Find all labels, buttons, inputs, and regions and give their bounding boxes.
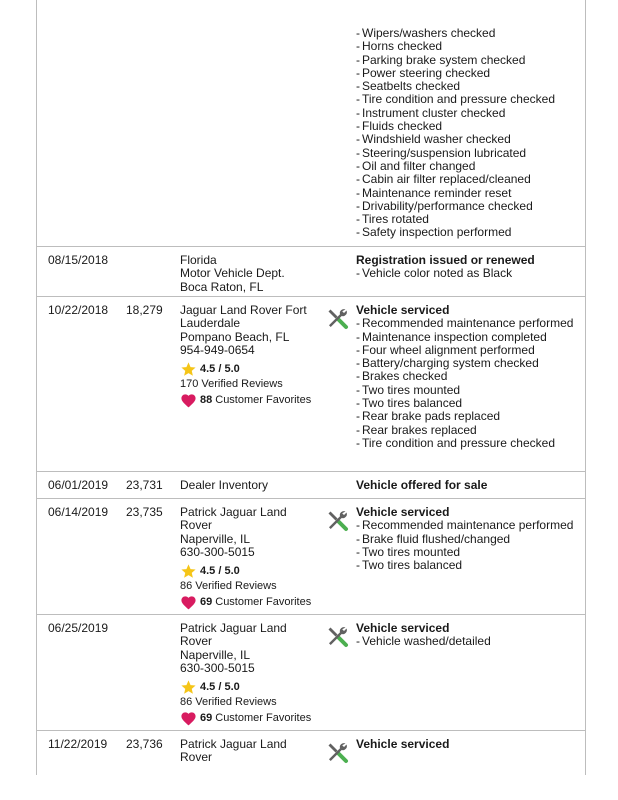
- heart-icon: [180, 392, 197, 408]
- record-date: 10/22/2018: [48, 303, 109, 317]
- rating-value: 4.5 / 5.0: [200, 680, 240, 693]
- favorites-count: 88: [200, 393, 213, 406]
- list-item: - Vehicle color noted as Black: [356, 267, 581, 280]
- record-date: 06/25/2019: [48, 621, 109, 635]
- source-line: Boca Raton, FL: [180, 279, 264, 294]
- list-item: - Two tires balanced: [356, 559, 581, 572]
- list-item: - Instrument cluster checked: [356, 107, 581, 120]
- table-row: [37, 498, 585, 615]
- list-item: - Brake fluid flushed/changed: [356, 533, 581, 546]
- record-title: Registration issued or renewed: [356, 253, 535, 267]
- star-icon: [180, 679, 197, 696]
- source-line: Dealer Inventory: [180, 478, 269, 492]
- source-phone: 954-949-0654: [180, 342, 255, 357]
- record-title: Vehicle offered for sale: [356, 478, 488, 492]
- record-date: 06/14/2019: [48, 505, 109, 519]
- prev-record-items: [356, 27, 581, 240]
- customer-favorites: [180, 594, 320, 610]
- list-item: - Rear brakes replaced: [356, 424, 581, 437]
- verified-reviews-link[interactable]: 170 Verified Reviews: [180, 378, 283, 391]
- prev-record-details: [356, 27, 581, 240]
- list-item: - Wipers/washers checked: [356, 27, 581, 40]
- list-item: - Safety inspection performed: [356, 226, 581, 239]
- record-source: [180, 304, 320, 408]
- source-line: Florida: [180, 253, 217, 267]
- record-mileage: 23,731: [126, 478, 163, 492]
- verified-reviews-link[interactable]: 86 Verified Reviews: [180, 580, 277, 593]
- customer-favorites: [180, 392, 320, 408]
- list-item: - Windshield washer checked: [356, 133, 581, 146]
- history-table: [36, 0, 586, 775]
- list-item: - Battery/charging system checked: [356, 357, 581, 370]
- record-details: [356, 254, 581, 281]
- record-mileage: 23,736: [126, 737, 163, 751]
- service-wrench-icon: [325, 740, 349, 764]
- source-name-link[interactable]: Patrick Jaguar Land Rover: [180, 621, 287, 649]
- list-item: - Drivability/performance checked: [356, 200, 581, 213]
- verified-reviews-link[interactable]: 86 Verified Reviews: [180, 696, 277, 709]
- list-item: - Parking brake system checked: [356, 54, 581, 67]
- favorites-label: Customer Favorites: [215, 711, 312, 724]
- record-title: Vehicle serviced: [356, 505, 450, 519]
- source-line: Naperville, IL: [180, 647, 251, 662]
- heart-icon: [180, 594, 197, 610]
- list-item: - Two tires mounted: [356, 546, 581, 559]
- record-details: [356, 738, 581, 751]
- favorites-count: 69: [200, 595, 213, 608]
- star-icon: [180, 361, 197, 378]
- record-details: [356, 622, 581, 649]
- source-name-link[interactable]: Jaguar Land Rover Fort Lauderdale: [180, 303, 307, 331]
- record-date: 11/22/2019: [48, 737, 108, 751]
- list-item: - Power steering checked: [356, 67, 581, 80]
- table-row: [37, 730, 585, 776]
- list-item: - Tire condition and pressure checked: [356, 437, 581, 450]
- record-source: [180, 738, 320, 765]
- record-title: Vehicle serviced: [356, 737, 450, 751]
- table-row: [37, 471, 585, 499]
- list-item: - Maintenance reminder reset: [356, 187, 581, 200]
- source-phone: 630-300-5015: [180, 544, 255, 559]
- list-item: - Tires rotated: [356, 213, 581, 226]
- source-phone: 630-300-5015: [180, 660, 255, 675]
- record-source: [180, 479, 320, 492]
- list-item: - Seatbelts checked: [356, 80, 581, 93]
- rating-value: 4.5 / 5.0: [200, 564, 240, 577]
- rating: [180, 679, 320, 695]
- list-item: - Steering/suspension lubricated: [356, 147, 581, 160]
- table-row: [37, 296, 585, 472]
- list-item: - Maintenance inspection completed: [356, 331, 581, 344]
- heart-icon: [180, 710, 197, 726]
- rating-value: 4.5 / 5.0: [200, 362, 240, 375]
- source-line: Motor Vehicle Dept.: [180, 266, 285, 281]
- list-item: - Vehicle washed/detailed: [356, 635, 581, 648]
- source-name-link[interactable]: Patrick Jaguar Land Rover: [180, 505, 287, 533]
- rating: [180, 361, 320, 377]
- record-mileage: 18,279: [126, 303, 163, 317]
- list-item: - Two tires mounted: [356, 384, 581, 397]
- record-details: [356, 304, 581, 450]
- source-line: Pompano Beach, FL: [180, 329, 290, 344]
- list-item: - Rear brake pads replaced: [356, 410, 581, 423]
- list-item: - Cabin air filter replaced/cleaned: [356, 173, 581, 186]
- list-item: - Tire condition and pressure checked: [356, 93, 581, 106]
- record-title: Vehicle serviced: [356, 303, 450, 317]
- source-line: Naperville, IL: [180, 531, 251, 546]
- record-source: [180, 254, 320, 294]
- table-row: [37, 246, 585, 297]
- list-item: - Horns checked: [356, 40, 581, 53]
- list-item: - Two tires balanced: [356, 397, 581, 410]
- favorites-label: Customer Favorites: [215, 595, 312, 608]
- record-mileage: 23,735: [126, 505, 163, 519]
- service-wrench-icon: [325, 508, 349, 532]
- table-row: [37, 614, 585, 731]
- list-item: - Oil and filter changed: [356, 160, 581, 173]
- list-item: - Fluids checked: [356, 120, 581, 133]
- favorites-label: Customer Favorites: [215, 393, 312, 406]
- list-item: - Recommended maintenance performed: [356, 317, 581, 330]
- list-item: - Brakes checked: [356, 370, 581, 383]
- star-icon: [180, 563, 197, 580]
- customer-favorites: [180, 710, 320, 726]
- rating: [180, 563, 320, 579]
- record-date: 08/15/2018: [48, 253, 109, 267]
- service-wrench-icon: [325, 624, 349, 648]
- record-date: 06/01/2019: [48, 478, 109, 492]
- record-source: [180, 622, 320, 726]
- source-name-link[interactable]: Patrick Jaguar Land Rover: [180, 737, 287, 765]
- service-wrench-icon: [325, 306, 349, 330]
- record-details: [356, 479, 581, 492]
- record-title: Vehicle serviced: [356, 621, 450, 635]
- record-source: [180, 506, 320, 610]
- list-item: - Four wheel alignment performed: [356, 344, 581, 357]
- list-item: - Recommended maintenance performed: [356, 519, 581, 532]
- favorites-count: 69: [200, 711, 213, 724]
- record-details: [356, 506, 581, 572]
